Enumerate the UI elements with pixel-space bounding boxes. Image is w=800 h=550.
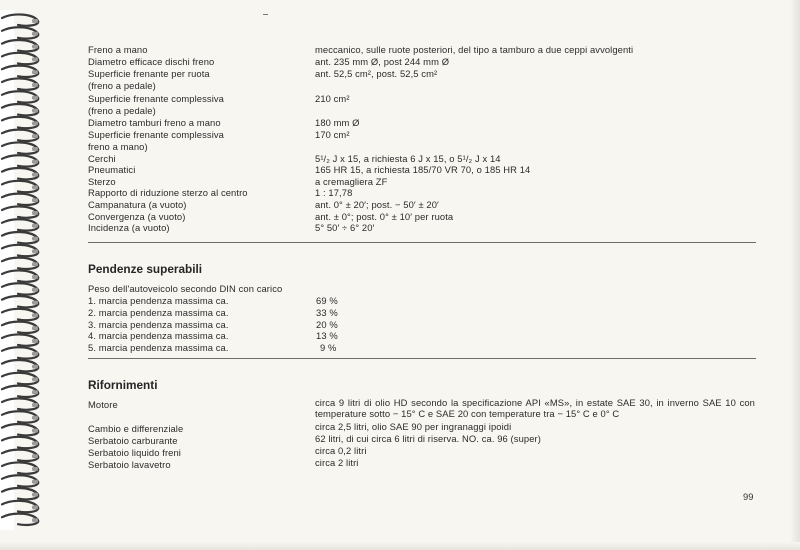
spec-label: Rapporto di riduzione sterzo al centro: [88, 187, 248, 198]
spiral-hole: [32, 480, 38, 484]
spiral-hole: [32, 301, 38, 305]
spec-label: freno a mano): [88, 141, 148, 152]
spiral-hole: [32, 467, 38, 471]
fill-value: circa 2 litri: [315, 457, 359, 468]
fill-label: Serbatoio lavavetro: [88, 459, 171, 470]
spiral-hole: [32, 32, 38, 36]
spiral-hole: [32, 518, 38, 522]
spec-value: ant. 235 mm Ø, post 244 mm Ø: [315, 56, 450, 67]
spiral-hole: [32, 416, 38, 420]
slope-value: 9 %: [320, 342, 337, 353]
spiral-hole: [32, 96, 38, 100]
spec-value: ant. 0° ± 20′; post. − 50′ ± 20′: [315, 199, 439, 210]
spiral-hole: [32, 454, 38, 458]
fill-label: Motore: [88, 399, 118, 410]
spiral-hole: [32, 313, 38, 317]
spiral-hole: [32, 70, 38, 74]
spiral-hole: [32, 275, 38, 279]
spec-value: ant. ± 0°; post. 0° ± 10′ per ruota: [315, 211, 454, 222]
spec-label: Diametro efficace dischi freno: [88, 56, 215, 67]
paper-bottom-edge: [0, 542, 800, 550]
spec-label: Superficie frenante complessiva: [88, 129, 224, 140]
spec-label: Diametro tamburi freno a mano: [88, 117, 221, 128]
spiral-hole: [32, 147, 38, 151]
spiral-hole: [32, 339, 38, 343]
slope-value: 13 %: [316, 330, 338, 341]
section-title-slopes: Pendenze superabili: [88, 262, 203, 276]
fill-label: Serbatoio liquido freni: [88, 447, 181, 458]
fill-label: Cambio e differenziale: [88, 423, 184, 434]
spiral-hole: [32, 403, 38, 407]
fill-value: circa 0,2 litri: [315, 445, 367, 456]
spec-value: ant. 52,5 cm², post. 52,5 cm²: [315, 68, 438, 79]
spiral-hole: [32, 121, 38, 125]
spec-value: 170 cm²: [315, 129, 350, 140]
spec-value: 5° 50′ ÷ 6° 20′: [315, 222, 375, 233]
spiral-hole: [32, 352, 38, 356]
spiral-hole: [32, 249, 38, 253]
page-number: 99: [743, 491, 754, 502]
slope-label: 5. marcia pendenza massima ca.: [88, 342, 229, 353]
slope-label: 2. marcia pendenza massima ca.: [88, 307, 229, 318]
spiral-hole: [32, 365, 38, 369]
spec-value: 180 mm Ø: [315, 117, 360, 128]
paper-edge: [790, 0, 800, 550]
slope-label: 4. marcia pendenza massima ca.: [88, 330, 229, 341]
slope-label: 3. marcia pendenza massima ca.: [88, 319, 229, 330]
spiral-hole: [32, 224, 38, 228]
spiral-hole: [32, 377, 38, 381]
spiral-hole: [32, 288, 38, 292]
spec-label: Incidenza (a vuoto): [88, 222, 170, 233]
slope-value: 20 %: [316, 319, 338, 330]
fill-value: circa 2,5 litri, olio SAE 90 per ingranaggi ipoidi: [315, 421, 512, 432]
spec-value: 165 HR 15, a richiesta 185/70 VR 70, o 185 HR 14: [315, 164, 531, 175]
spec-label: Sterzo: [88, 176, 116, 187]
spiral-binding: [0, 10, 48, 530]
section-divider: [88, 358, 756, 359]
spec-value: 1 : 17,78: [315, 187, 353, 198]
spec-label: (freno a pedale): [88, 80, 156, 91]
section-title-fills: Rifornimenti: [88, 378, 158, 392]
spec-value: 5¹/₂ J x 15, a richiesta 6 J x 15, o 5¹/₂ J x 14: [315, 153, 501, 164]
spec-label: Campanatura (a vuoto): [88, 199, 187, 210]
spiral-hole: [32, 237, 38, 241]
spec-label: Cerchi: [88, 153, 116, 164]
fill-value: circa 9 litri di olio HD secondo la specificazione API «MS», in estate SAE 30, in inverno SAE 10 con temperature sotto − 15° C e SAE 20 con temperature tra − 15° C e 0° C: [315, 397, 755, 419]
spiral-hole: [32, 185, 38, 189]
spiral-hole: [32, 134, 38, 138]
spiral-hole: [32, 57, 38, 61]
print-mark: [263, 14, 268, 15]
slope-label: 1. marcia pendenza massima ca.: [88, 295, 229, 306]
spiral-hole: [32, 173, 38, 177]
spiral-hole: [32, 429, 38, 433]
section-divider: [88, 242, 756, 243]
spec-label: Freno a mano: [88, 44, 148, 55]
spiral-hole: [32, 198, 38, 202]
spiral-hole: [32, 326, 38, 330]
fill-value: 62 litri, di cui circa 6 litri di riserva. NO. ca. 96 (super): [315, 433, 541, 444]
spiral-hole: [32, 160, 38, 164]
spiral-hole: [32, 109, 38, 113]
spec-label: Convergenza (a vuoto): [88, 211, 186, 222]
spiral-hole: [32, 505, 38, 509]
slope-value: 33 %: [316, 307, 338, 318]
spiral-hole: [32, 83, 38, 87]
spiral-hole: [32, 211, 38, 215]
slopes-intro-text: Peso dell'autoveicolo secondo DIN con carico: [88, 283, 283, 294]
spiral-hole: [32, 390, 38, 394]
slope-value: 69 %: [316, 295, 338, 306]
spec-value: a cremagliera ZF: [315, 176, 388, 187]
spec-label: Pneumatici: [88, 164, 136, 175]
spiral-hole: [32, 19, 38, 23]
spec-value: meccanico, sulle ruote posteriori, del tipo a tamburo a due ceppi avvolgenti: [315, 44, 634, 55]
spiral-hole: [32, 45, 38, 49]
spec-label: Superficie frenante per ruota: [88, 68, 210, 79]
fill-label: Serbatoio carburante: [88, 435, 178, 446]
spec-value: 210 cm²: [315, 93, 350, 104]
spec-label: (freno a pedale): [88, 105, 156, 116]
spiral-hole: [32, 441, 38, 445]
spiral-hole: [32, 493, 38, 497]
spiral-hole: [32, 262, 38, 266]
spec-label: Superficie frenante complessiva: [88, 93, 224, 104]
